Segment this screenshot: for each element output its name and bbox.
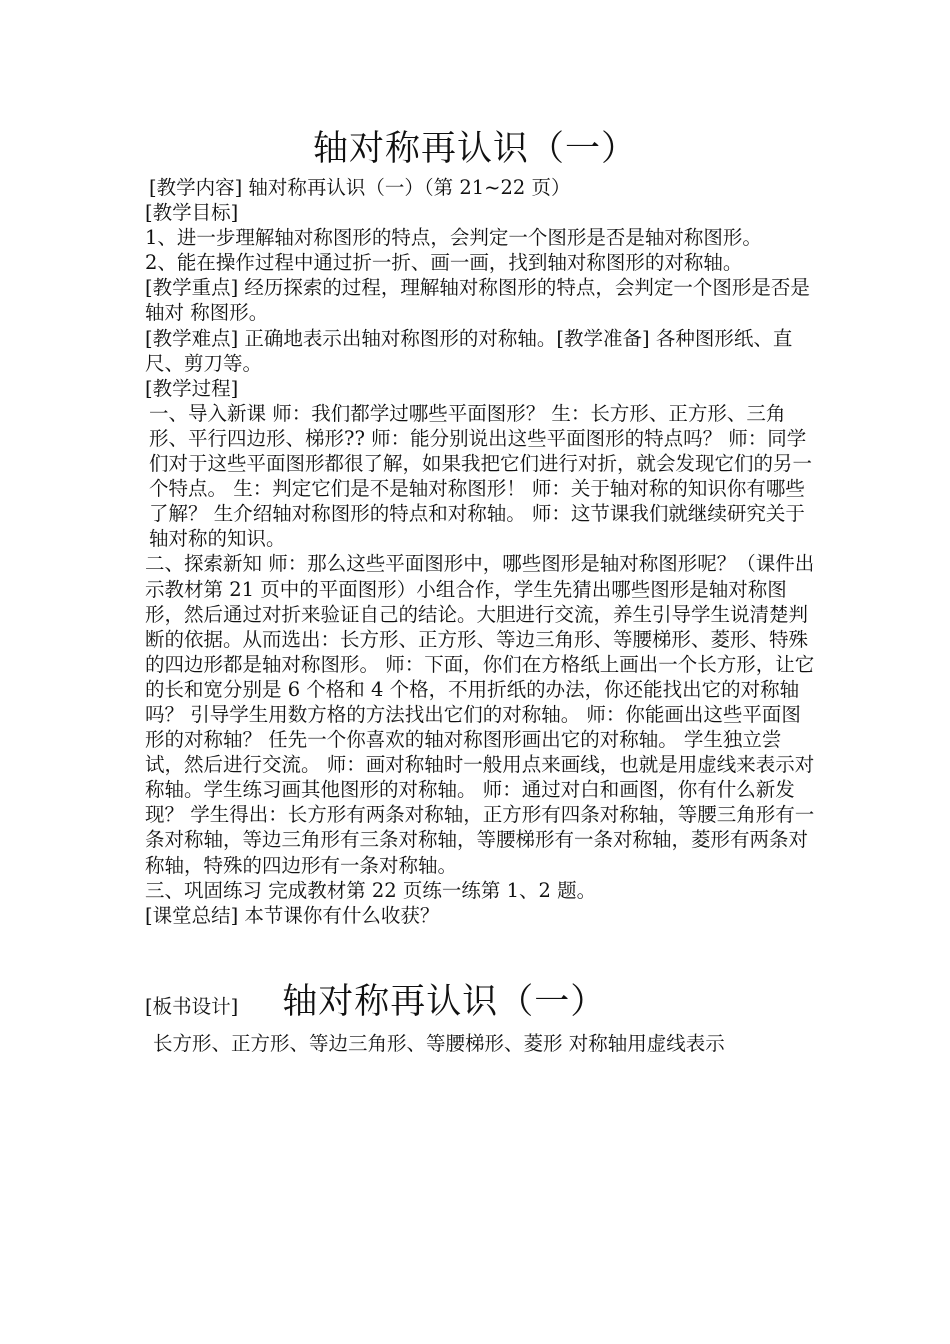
paragraph-section-3: 三、巩固练习 完成教材第 22 页练一练第 1、2 题。 <box>145 878 597 902</box>
board-label: [板书设计] <box>145 995 239 1018</box>
board-design <box>145 980 835 1056</box>
paragraph-goal-1: 1、进一步理解轴对称图形的特点，会判定一个图形是否是轴对称图形。 <box>145 226 762 250</box>
paragraph-teaching-content: [教学内容] 轴对称再认识（一）（第 21~22 页） <box>149 176 571 199</box>
document-body <box>145 175 820 928</box>
paragraph-summary: [课堂总结] 本节课你有什么收获？ <box>145 903 440 927</box>
board-title: 轴对称再认识（一） <box>282 982 607 1022</box>
paragraph-key-points: [教学重点] 经历探索的过程，理解轴对称图形的特点，会判定一个图形是否是轴对 称图形。 <box>145 276 810 325</box>
document-title: 轴对称再认识（一） <box>312 129 637 169</box>
paragraph-difficulties: [教学难点] 正确地表示出轴对称图形的对称轴。[教学准备] 各种图形纸、直尺、剪刀等。 <box>145 326 793 375</box>
paragraph-section-2: 二、探索新知 师：那么这些平面图形中，哪些图形是轴对称图形呢？（课件出示教材第 21 页中的平面图形）小组合作，学生先猜出哪些图形是轴对称图形，然后通过对折来验证自己的结论。大胆进行交流，养生引导学生说清楚判断的依据。从而选出：长方形、正方形、等边三角形、等腰梯形、菱形、特殊的四边形都是轴对称图形。 师：下面，你们在方格纸上画出一个长方形，让它的长和宽分别是 6 个格和 4 个格，不用折纸的办法，你还能找出它的对称轴吗？ 引导学生用数方格的方法找出它们的对称轴。 师：你能画出这些平面图形的对称轴？ 任先一个你喜欢的轴对称图形画出它的对称轴。 学生独立尝试，然后进行交流。 师：画对称轴时一般用点来画线，也就是用虚线来表示对称轴。学生练习画其他图形的对称轴。 师：通过对白和画图，你有什么新发现？ 学生得出：长方形有两条对称轴，正方形有四条对称轴，等腰三角形有一条对称轴，等边三角形有三条对称轴，等腰梯形有一条对称轴，菱形有两条对称轴，特殊的四边形有一条对称轴。 <box>145 552 815 877</box>
paragraph-goal-2: 2、能在操作过程中通过折一折、画一画，找到轴对称图形的对称轴。 <box>145 251 743 275</box>
paragraph-section-1: 一、导入新课 师：我们都学过哪些平面图形？ 生：长方形、正方形、三角形、平行四边形、梯形?? 师：能分别说出这些平面图形的特点吗？ 师：同学们对于这些平面图形都很了解，如果我把它们进行对折，就会发现它们的另一个特点。 生：判定它们是不是轴对称图形！ 师：关于轴对称的知识你有哪些了解？ 生介绍轴对称图形的特点和对称轴。 师：这节课我们就继续研究关于轴对称的知识。 <box>149 401 813 551</box>
paragraph-process-heading: [教学过程] <box>145 376 239 400</box>
board-line: 长方形、正方形、等边三角形、等腰梯形、菱形 对称轴用虚线表示 <box>153 1032 725 1055</box>
paragraph-teaching-goals-heading: [教学目标] <box>145 201 239 225</box>
